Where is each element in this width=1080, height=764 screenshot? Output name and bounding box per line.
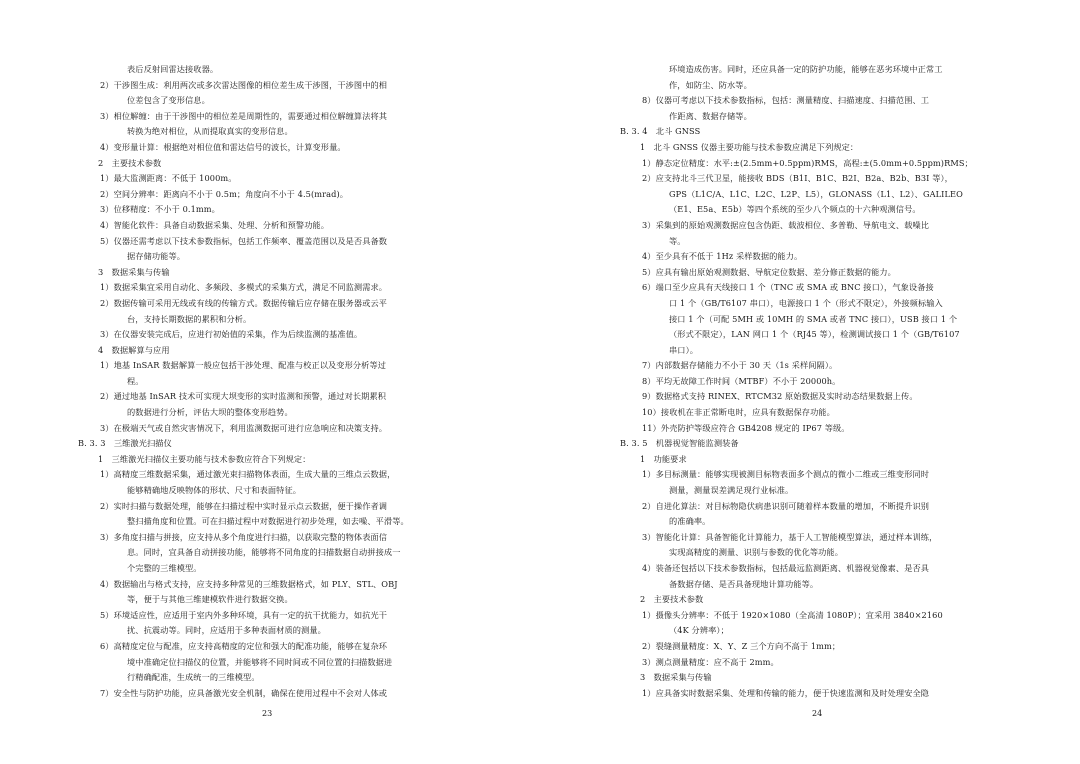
text-line: 5）环境适应性，应适用于室内外多种环境，具有一定的抗干扰能力，如抗光干 xyxy=(100,609,388,620)
text-line: 7）安全性与防护功能，应具备激光安全机制，确保在使用过程中不会对人体或 xyxy=(100,687,388,698)
text-line: 扰、抗震动等。同时，应适用于多种表面材质的测量。 xyxy=(127,625,326,636)
right-page-number: 24 xyxy=(812,709,823,718)
text-line: 6）端口至少应具有天线接口 1 个（TNC 或 SMA 或 BNC 接口），气象设备接 xyxy=(642,282,934,293)
text-line: 3）在仪器安装完成后，应进行初始值的采集，作为后续监测的基准值。 xyxy=(100,329,363,340)
text-line: 作，如防尘、防水等。 xyxy=(669,79,752,90)
text-line: 据存储功能等。 xyxy=(127,251,186,262)
text-line: 的数据进行分析，评估大坝的整体变形趋势。 xyxy=(127,407,293,418)
text-line: 7）内部数据存储能力不小于 30 天（1s 采样间隔）。 xyxy=(642,360,838,371)
left-page-number: 23 xyxy=(262,709,273,718)
text-line: 2）实时扫描与数据处理，能够在扫描过程中实时显示点云数据，便于操作者调 xyxy=(100,500,388,511)
clause-heading: 3 数据采集与传输 xyxy=(98,266,170,277)
text-line: 作距离、数据存储等。 xyxy=(669,110,752,121)
text-line: 表后反射回雷达接收器。 xyxy=(127,64,219,74)
text-line: （E1、E5a、E5b）等四个系统的至少八个频点的十六种观测信号。 xyxy=(669,204,921,215)
text-line: 的准确率。 xyxy=(669,516,711,527)
left-page xyxy=(78,62,518,701)
text-line: 8）仪器可考虑以下技术参数指标，包括：测量精度、扫描速度、扫描范围、工 xyxy=(642,95,930,106)
text-line: 接口 1 个（可配 5MH 或 10MH 的 SMA 或者 TNC 接口），USB 接口 1 个 xyxy=(669,313,958,324)
text-line: 3）多角度扫描与拼接，应支持从多个角度进行扫描，以获取完整的物体表面信 xyxy=(100,531,388,542)
clause-heading: 2 主要技术参数 xyxy=(98,157,162,168)
text-line: 1）高精度三维数据采集，通过激光束扫描物体表面，生成大量的三维点云数据， xyxy=(100,469,396,480)
text-line: 备数据存储、是否具备现地计算功能等。 xyxy=(669,578,819,589)
clause-heading: 3 数据采集与传输 xyxy=(640,672,712,683)
text-line: 2）通过地基 InSAR 技术可实现大坝变形的实时监测和预警，通过对长期累积 xyxy=(100,391,387,402)
text-line: 3）智能化计算：具备智能化计算能力，基于人工智能模型算法，通过样本训练， xyxy=(642,531,938,542)
text-line: 测量，测量误差满足现行业标准。 xyxy=(669,485,794,496)
text-line: 3）位移精度：不小于 0.1mm。 xyxy=(100,204,220,215)
text-line: 2）自进化算法：对目标物隐伏病患识别可随着样本数量的增加，不断提升识别 xyxy=(642,500,930,511)
text-line: 1）地基 InSAR 数据解算一般应包括干涉处理、配准与校正以及变形分析等过 xyxy=(100,360,387,371)
right-page xyxy=(620,62,982,701)
text-line: 4）数据输出与格式支持，应支持多种常见的三维数据格式，如 PLY、STL、OBJ xyxy=(100,578,398,589)
text-line: 4）至少具有不低于 1Hz 采样数据的能力。 xyxy=(642,251,803,262)
text-line: 息。同时，宜具备自动拼接功能，能够将不同角度的扫描数据自动拼接成一 xyxy=(127,547,401,558)
text-line: 1）应具备实时数据采集、处理和传输的能力，便于快速监测和及时处理安全隐 xyxy=(642,687,930,698)
clause-heading: 2 主要技术参数 xyxy=(640,594,704,605)
text-line: 等，便于与其他三维建模软件进行数据交换。 xyxy=(127,594,293,605)
text-line: 5）仪器还需考虑以下技术参数指标，包括工作频率、覆盖范围以及是否具备数 xyxy=(100,235,388,246)
text-line: 4）智能化软件：具备自动数据采集、处理、分析和预警功能。 xyxy=(100,219,330,230)
text-line: 2）数据传输可采用无线或有线的传输方式。数据传输后应存储在服务器或云平 xyxy=(100,297,388,308)
text-line: 3）相位解缠：由于干涉图中的相位差是周期性的，需要通过相位解缠算法将其 xyxy=(100,110,388,121)
text-line: 2）裂缝测量精度：X、Y、Z 三个方向不高于 1mm； xyxy=(642,640,841,651)
text-line: 3）采集到的原始观测数据应包含伪距、载波相位、多普勒、导航电文、载噪比 xyxy=(642,219,930,230)
text-line: 8）平均无故障工作时间（MTBF）不小于 20000h。 xyxy=(642,375,841,386)
text-line: 5）应具有输出原始观测数据、导航定位数据、差分修正数据的能力。 xyxy=(642,266,896,277)
text-line: 转换为绝对相位，从而提取真实的变形信息。 xyxy=(127,126,293,137)
text-line: 行精确配准，生成统一的三维模型。 xyxy=(127,672,260,683)
text-line: 10）接收机在非正常断电时，应具有数据保存功能。 xyxy=(642,407,835,418)
text-line: （4K 分辨率）； xyxy=(669,625,729,636)
text-line: 程。 xyxy=(127,375,144,386)
text-line: 1）最大监测距离：不低于 1000m。 xyxy=(100,173,237,184)
text-line: 环境造成伤害。同时，还应具备一定的防护功能，能够在恶劣环境中正常工 xyxy=(669,64,943,74)
text-line: 6）高精度定位与配准，应支持高精度的定位和强大的配准功能，能够在复杂环 xyxy=(100,640,388,651)
text-line: 9）数据格式支持 RINEX、RTCM32 原始数据及实时动态结果数据上传。 xyxy=(642,391,918,402)
clause-heading: 1 三维激光扫描仪主要功能与技术参数应符合下列规定： xyxy=(98,453,311,464)
text-line: 台，支持长期数据的累积和分析。 xyxy=(127,313,252,324)
clause-heading: 4 数据解算与应用 xyxy=(98,344,170,355)
text-line: 3）在极端天气或自然灾害情况下，利用监测数据可进行应急响应和决策支持。 xyxy=(100,422,388,433)
text-line: 能够精确地反映物体的形状、尺寸和表面特征。 xyxy=(127,485,302,496)
text-line: 2）空间分辨率：距离向不小于 0.5m；角度向不小于 4.5(mrad)。 xyxy=(100,188,349,199)
text-line: 11）外壳防护等级应符合 GB4208 规定的 IP67 等级。 xyxy=(642,422,850,433)
section-heading: B. 3. 4 北斗 GNSS xyxy=(620,126,701,137)
text-line: 境中准确定位扫描仪的位置，并能够将不同时间或不同位置的扫描数据进 xyxy=(127,656,393,667)
text-line: 实现高精度的测量、识别与参数的优化等功能。 xyxy=(669,547,844,558)
clause-heading: 1 北斗 GNSS 仪器主要功能与技术参数应满足下列规定： xyxy=(640,141,859,152)
text-line: 位差包含了变形信息。 xyxy=(127,95,210,106)
text-line: 等。 xyxy=(669,235,686,246)
text-line: 1）摄像头分辨率：不低于 1920×1080（全高清 1080P）；宜采用 3840×2160 xyxy=(642,609,943,620)
text-line: 串口）。 xyxy=(669,344,699,355)
text-line: 4）装备还包括以下技术参数指标，包括最远监测距离、机器视觉像素、是否具 xyxy=(642,563,930,573)
text-line: 2）干涉图生成：利用两次或多次雷达图像的相位差生成干涉图，干涉图中的相 xyxy=(100,79,388,90)
text-line: 口 1 个（GB/T6107 串口），电源接口 1 个（形式不限定），外接频标输入 xyxy=(669,297,943,308)
text-line: 整扫描角度和位置。可在扫描过程中对数据进行初步处理，如去噪、平滑等。 xyxy=(127,516,409,527)
text-line: GPS（L1C/A、L1C、L2C、L2P、L5），GLONASS（L1、L2）、GALILEO xyxy=(669,188,963,199)
section-heading: B. 3. 3 三维激光扫描仪 xyxy=(78,438,172,449)
clause-heading: 1 功能要求 xyxy=(640,453,687,464)
text-line: 个完整的三维模型。 xyxy=(127,563,202,573)
text-line: 4）变形量计算：根据绝对相位值和雷达信号的波长，计算变形量。 xyxy=(100,141,346,152)
text-line: 1）多目标测量：能够实现被测目标物表面多个测点的微小二维或三维变形同时 xyxy=(642,469,930,480)
text-line: （形式不限定），LAN 网口 1 个（RJ45 等），检测调试接口 1 个（GB/T6107 xyxy=(669,329,960,340)
text-line: 1）静态定位精度：水平:±(2.5mm+0.5ppm)RMS，高程:±(5.0mm+0.5ppm)RMS； xyxy=(642,157,973,168)
text-line: 3）测点测量精度：应不高于 2mm。 xyxy=(642,656,779,667)
text-line: 1）数据采集宜采用自动化、多频段、多模式的采集方式，满足不同监测需求。 xyxy=(100,282,388,293)
text-line: 2）应支持北斗三代卫星，能接收 BDS（B1I、B1C、B2I、B2a、B2b、B3I 等）， xyxy=(642,173,953,184)
section-heading: B. 3. 5 机器视觉智能监测装备 xyxy=(620,438,739,449)
